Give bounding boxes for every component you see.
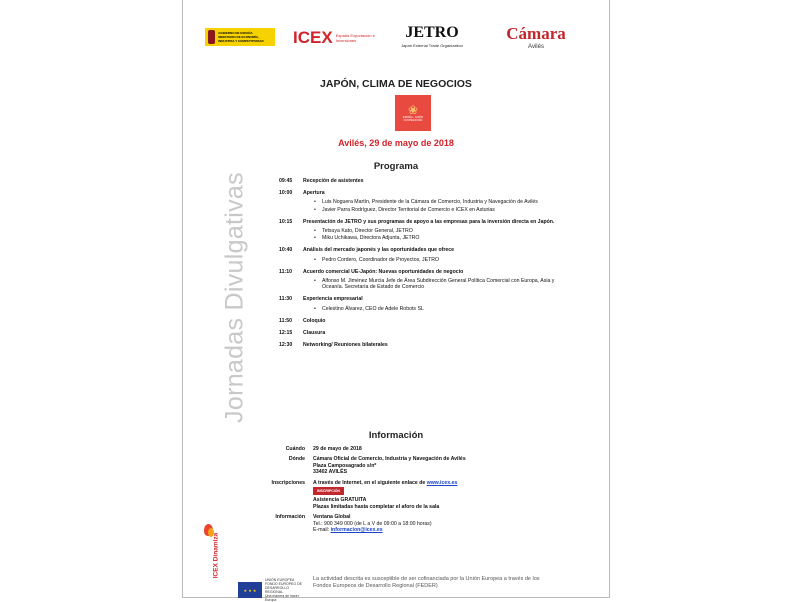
agenda-title: Clausura — [303, 330, 326, 337]
agenda-row — [279, 342, 586, 349]
info-section — [253, 446, 573, 537]
agenda-time: 11:50 — [279, 317, 292, 324]
ventana-global: Ventana Global — [313, 514, 351, 521]
feder-disclaimer: La actividad descrita es susceptible de ser cofinanciada por la Unión Europea a través de los Fondos Europeos de Desarrollo Regional (FEDER) — [313, 576, 540, 589]
fan-icon: ❀ — [407, 103, 419, 117]
eu-flag-icon: ★ ★ ★ — [238, 582, 262, 598]
agenda-title: Análisis del mercado japonés y las oportunidades que ofrece — [303, 247, 455, 254]
inscripciones-text: A través de Internet, en el siguiente enlace de — [313, 479, 426, 486]
agenda-speaker: • Tetsuya Kato, Director General, JETRO — [318, 228, 568, 234]
icex-dinamiza-text: ICEX Dinamiza — [212, 532, 220, 579]
info-heading: Información — [368, 430, 424, 441]
agenda-row — [279, 330, 586, 337]
agenda-title: Networking/ Reuniones bilaterales — [303, 342, 388, 349]
asistencia-gratuita: GRATUITA — [340, 497, 367, 504]
agenda-speakers — [318, 199, 568, 212]
programa-heading: Programa — [373, 161, 419, 172]
agenda-speaker: • Pedro Cordero, Coordinador de Proyectos, JETRO — [318, 257, 568, 263]
agenda-row — [279, 247, 586, 263]
icex-mark: ICEX — [293, 28, 333, 47]
agenda-speakers — [318, 257, 568, 263]
camara-mark: Cámara — [506, 24, 566, 43]
jetro-mark: JETRO — [405, 24, 459, 41]
info-label: Dónde — [288, 456, 305, 463]
venue-city: 33402 AVILÉS — [313, 469, 348, 476]
info-row-donde — [253, 456, 573, 475]
info-row-inscripciones — [253, 480, 573, 511]
logo-bar — [183, 24, 609, 52]
info-label: Cuándo — [285, 446, 305, 452]
venue-address: Plaza Camposagrado s/nº — [313, 462, 377, 469]
document-title: JAPÓN, CLIMA DE NEGOCIOS — [320, 78, 472, 90]
event-logo — [395, 95, 431, 131]
agenda-speaker: • Celestino Álvarez, CEO de Adele Robots SL — [318, 306, 568, 312]
agenda-row — [279, 268, 586, 291]
event-logo-text: ESPAÑA - JAPÓN COOPERACIÓN — [402, 116, 424, 122]
gobierno-line1: GOBIERNO DE ESPAÑA — [218, 31, 253, 35]
asistencia-label: Asistencia — [313, 497, 339, 504]
agenda-title: Apertura — [303, 190, 325, 197]
agenda-row — [279, 178, 586, 184]
info-row-informacion — [253, 514, 573, 533]
agenda-title: Presentación de JETRO y sus programas de apoyo a las empresas para la inversión directa en Japón. — [303, 218, 555, 225]
plazas-note: Plazas limitadas hasta completar el aforo de la sala — [313, 503, 440, 510]
event-date: Avilés, 29 de mayo de 2018 — [338, 138, 454, 148]
document-page — [182, 0, 610, 602]
agenda-speaker: • Alfonso M. Jiménez Murcia Jefe de Área Subdirección General Política Comercial con Europa, Asia y Oceanía. Secretaría de Estado de Comercio — [318, 278, 568, 290]
agenda-speakers — [318, 306, 568, 312]
eu-logo — [238, 578, 305, 602]
camara-city: Avilés — [528, 44, 544, 50]
agenda-time: 10:40 — [279, 247, 293, 254]
agenda-title: Coloquio — [303, 317, 326, 324]
agenda-time: 10:00 — [279, 190, 293, 197]
eu-line1: UNIÓN EUROPEA — [265, 578, 295, 582]
eu-line2: FONDO EUROPEO DE DESARROLLO REGIONAL — [265, 582, 302, 594]
side-title: Jornadas Divulgativas — [220, 172, 249, 423]
camara-logo — [501, 24, 571, 50]
phone-line: Tel.: 900 349 000 (de L a V de 09:00 a 18:00 horas) — [313, 520, 432, 527]
coat-of-arms-icon — [208, 30, 215, 44]
info-label: Inscripciones — [271, 479, 305, 486]
info-label: Información — [275, 514, 305, 521]
icex-dinamiza-logo — [201, 524, 223, 579]
agenda-speaker: • Javier Parra Rodríguez, Director Territorial de Comercio e ICEX en Asturias — [318, 207, 568, 213]
icex-link[interactable]: www.icex.es — [426, 479, 458, 486]
icex-logo — [293, 28, 376, 48]
agenda-row — [279, 296, 586, 312]
agenda-speaker: • Miku Uchikawa, Directora Adjunta, JETRO — [318, 235, 568, 241]
agenda-title: Acuerdo comercial UE-Japón: Nuevas oportunidades de negocio — [303, 268, 464, 275]
agenda-time: 10:15 — [279, 218, 293, 225]
gobierno-line2: MINISTERIO DE ECONOMÍA, INDUSTRIA Y COMPETITIVIDAD — [218, 35, 264, 43]
agenda-row — [279, 317, 586, 324]
venue-name: Cámara Oficial de Comercio, Industria y Navegación de Avilés — [313, 456, 466, 463]
email-label: E-mail: — [313, 527, 330, 534]
agenda-time: 11:10 — [279, 268, 292, 275]
agenda-speakers — [318, 278, 568, 290]
agenda-title: Recepción de asistentes — [303, 178, 364, 184]
agenda-speakers — [318, 228, 568, 241]
info-value: 29 de mayo de 2018 — [313, 446, 362, 452]
info-row-cuando — [253, 446, 573, 452]
agenda-time: 11:30 — [279, 296, 292, 303]
agenda-row — [279, 218, 586, 242]
agenda-time: 12:30 — [279, 342, 293, 349]
email-link[interactable]: informacion@icex.es — [330, 527, 383, 534]
inscripcion-button[interactable]: INSCRIPCIÓN — [313, 487, 344, 495]
jetro-tagline: Japan External Trade Organization — [401, 43, 463, 48]
agenda-time: 09:45 — [279, 178, 293, 184]
eu-line3: Una manera de hacer Europa — [265, 594, 299, 602]
agenda-row — [279, 190, 586, 213]
agenda-time: 12:15 — [279, 330, 293, 337]
agenda-title: Experiencia empresarial — [303, 296, 363, 303]
agenda — [279, 178, 586, 354]
icex-tagline: España Exportación e Inversiones — [335, 33, 375, 43]
jetro-logo — [395, 24, 469, 48]
agenda-speaker: • Luis Noguera Martín, Presidente de la Cámara de Comercio, Industria y Navegación de Avilés — [318, 199, 568, 205]
gobierno-espana-logo — [205, 28, 275, 46]
